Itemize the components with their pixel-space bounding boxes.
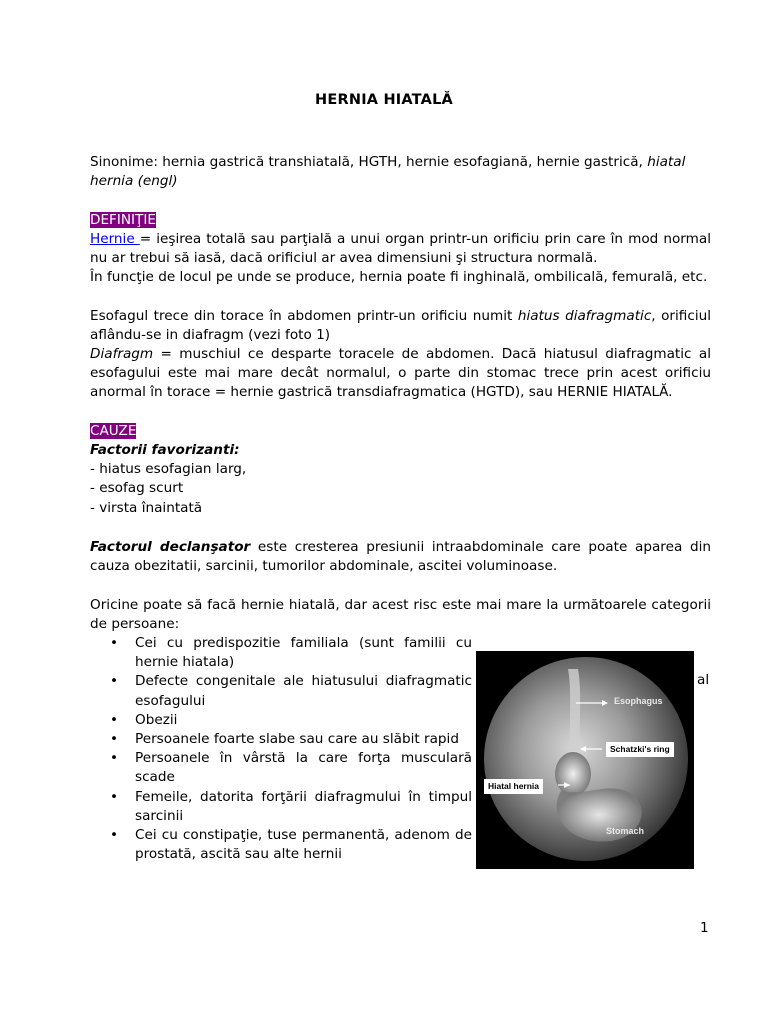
list-item: • Defecte congenitale ale hiatusului diafragmatic esofagului bbox=[90, 672, 472, 710]
list-item: • Cei cu constipaţie, tuse permanentă, adenom de prostată, ascită sau alte hernii bbox=[90, 826, 472, 864]
synonyms-text: Sinonime: hernia gastrică transhiatală, HGTH, hernie esofagiană, hernie gastrică, bbox=[90, 154, 643, 170]
trigger-paragraph bbox=[90, 538, 711, 576]
esophagus-text-b: , orificiul aflându-se in diafragm (vezi foto 1) bbox=[90, 308, 711, 344]
hernie-link[interactable]: Hernie bbox=[90, 231, 140, 247]
xray-figure bbox=[476, 651, 694, 869]
list-item: • Persoanele în vârstă la care forţa musculară scade bbox=[90, 749, 472, 787]
risk-list bbox=[90, 634, 472, 864]
definition-heading-line bbox=[90, 211, 711, 230]
synonyms-italic: hiatal bbox=[647, 154, 686, 170]
favoring-title: Factorii favorizanti: bbox=[90, 442, 240, 458]
schatzki-ring-label: Schatzki's ring bbox=[606, 742, 674, 757]
diaphragm-paragraph bbox=[90, 345, 711, 403]
hiatal-hernia-label: Hiatal hernia bbox=[484, 779, 543, 794]
definition-heading: DEFINIŢIE bbox=[90, 212, 156, 228]
risk-intro: Oricine poate să facă hernie hiatală, dar acest risc este mai mare la următoarele categorii de persoane: bbox=[90, 597, 711, 633]
favoring-item: - esofag scurt bbox=[90, 480, 184, 497]
list-item: • Obezii bbox=[90, 711, 472, 730]
page-number: 1 bbox=[700, 920, 709, 936]
location-paragraph: În funcţie de locul pe unde se produce, hernia poate fi inghinală, ombilicală, femurală, etc. bbox=[90, 269, 708, 285]
esophagus-text-a: Esofagul trece din torace în abdomen printr-un orificiu numit bbox=[90, 308, 513, 324]
favoring-item: - hiatus esofagian larg, bbox=[90, 461, 247, 478]
hiatus-term: hiatus diafragmatic bbox=[517, 308, 652, 324]
diaphragm-term: Diafragm bbox=[90, 346, 154, 362]
list-item: • Persoanele foarte slabe sau care au slăbit rapid bbox=[90, 730, 472, 749]
page-title: HERNIA HIATALĂ bbox=[315, 92, 453, 108]
trigger-text: este cresterea presiunii intraabdominale care poate aparea din cauza obezitatii, sarcinii, tumorilor abdominale, ascitei voluminoase. bbox=[90, 539, 711, 575]
synonyms-paragraph bbox=[90, 153, 711, 191]
trailing-word: al bbox=[697, 672, 710, 688]
trigger-title: Factorul declanşator bbox=[90, 539, 251, 555]
list-item: • Cei cu predispozitie familiala (sunt familii cu hernie hiatala) bbox=[90, 634, 472, 672]
favoring-factors bbox=[90, 441, 711, 518]
causes-heading-line bbox=[90, 422, 711, 441]
esophagus-label: Esophagus bbox=[614, 696, 663, 706]
definition-text: = ieşirea totală sau parţială a unui organ printr-un orificiu prin care în mod normal nu ar trebui să iasă, dacă orificiul ar avea dimensiuni şi structura normală. bbox=[90, 231, 712, 267]
synonyms-italic-2: hernia (engl) bbox=[90, 173, 178, 190]
stomach-label: Stomach bbox=[606, 826, 645, 836]
favoring-item: - virsta înaintată bbox=[90, 499, 203, 516]
causes-heading: CAUZE bbox=[90, 423, 137, 439]
definition-paragraph bbox=[90, 230, 711, 268]
list-item: • Femeile, datorita forţării diafragmului în timpul sarcinii bbox=[90, 788, 472, 826]
diaphragm-text: = muschiul ce desparte toracele de abdomen. Dacă hiatusul diafragmatic al esofagului este mai mare decât normalul, o parte din stomac trece prin acest orificiu anormal în torace = hernie gastrică transdiafragmatica (HGTD), sau HERNIE HIATALĂ. bbox=[90, 346, 711, 401]
esophagus-paragraph bbox=[90, 307, 711, 345]
xray-image bbox=[476, 651, 694, 869]
